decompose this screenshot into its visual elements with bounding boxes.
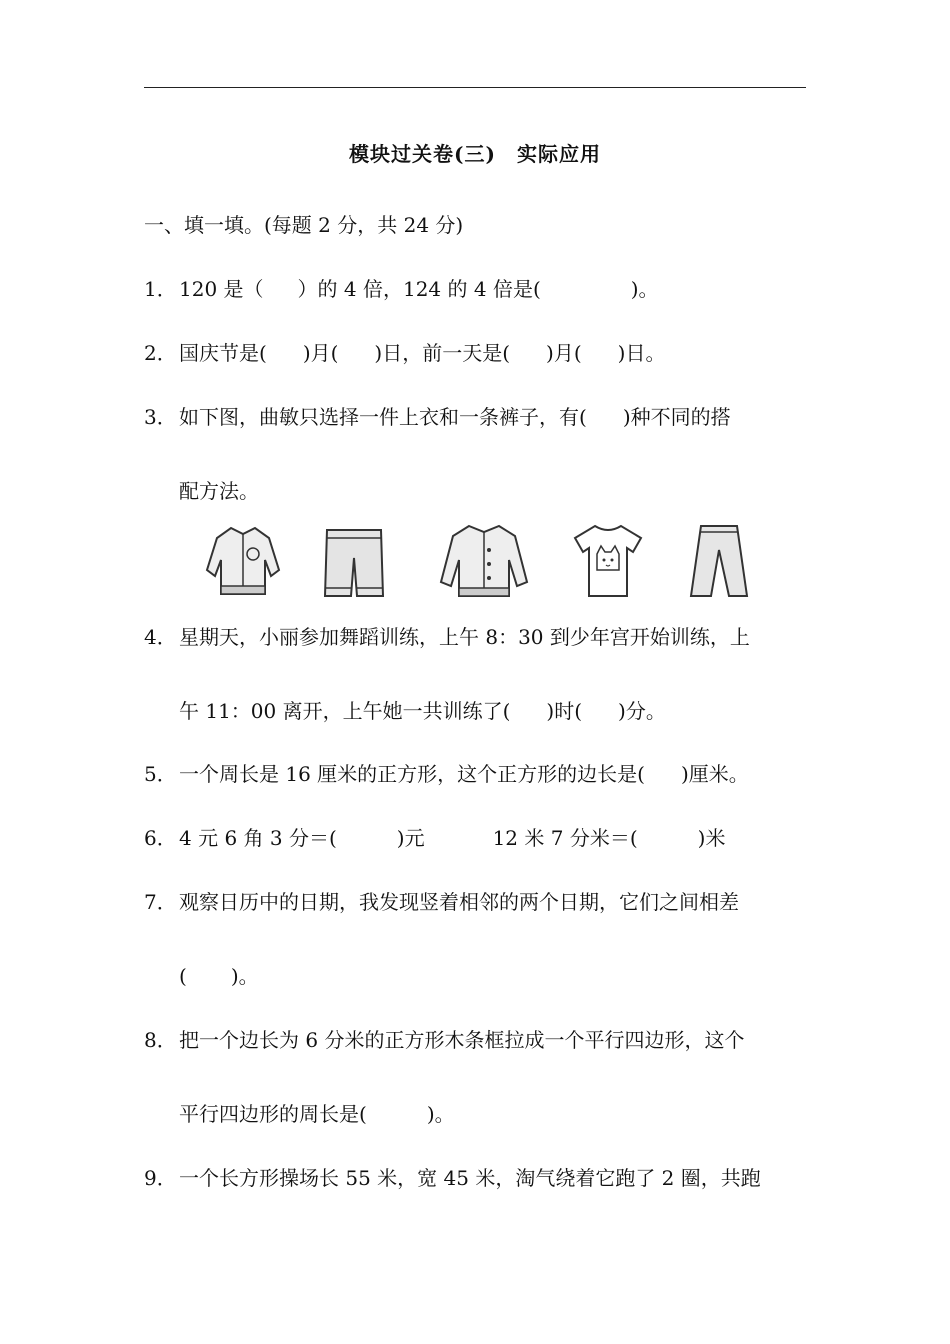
question-6: 6． 4 元 6 角 3 分＝( )元 12 米 7 分米＝( )米 bbox=[144, 826, 726, 850]
question-number: 6． bbox=[144, 826, 177, 850]
header-rule bbox=[144, 87, 806, 88]
question-3-continued: 配方法。 bbox=[179, 479, 259, 503]
question-number: 3． bbox=[144, 405, 177, 429]
trousers-icon bbox=[689, 520, 749, 600]
question-8-continued: 平行四边形的周长是( )。 bbox=[179, 1102, 455, 1126]
question-4: 4． 星期天，小丽参加舞蹈训练，上午 8：30 到少年宫开始训练，上 bbox=[144, 625, 750, 649]
question-number: 1． bbox=[144, 277, 177, 301]
question-8: 8． 把一个边长为 6 分米的正方形木条框拉成一个平行四边形，这个 bbox=[144, 1028, 745, 1052]
question-number: 2． bbox=[144, 341, 177, 365]
question-5: 5． 一个周长是 16 厘米的正方形，这个正方形的边长是( )厘米。 bbox=[144, 762, 749, 786]
clothing-figures bbox=[195, 520, 755, 602]
page-title: 模块过关卷(三) 实际应用 bbox=[349, 142, 601, 166]
tshirt-cat-icon bbox=[573, 520, 643, 600]
question-1: 1． 120 是（ ）的 4 倍，124 的 4 倍是( )。 bbox=[144, 277, 659, 301]
question-7: 7． 观察日历中的日期，我发现竖着相邻的两个日期，它们之间相差 bbox=[144, 890, 739, 914]
shorts-icon bbox=[321, 520, 387, 600]
question-2: 2． 国庆节是( )月( )日，前一天是( )月( )日。 bbox=[144, 341, 666, 365]
jacket-icon bbox=[203, 520, 283, 600]
coat-icon bbox=[439, 520, 529, 602]
question-number: 5． bbox=[144, 762, 177, 786]
question-number: 4． bbox=[144, 625, 177, 649]
section-heading: 一、填一填。(每题 2 分，共 24 分) bbox=[144, 213, 464, 237]
question-number: 7． bbox=[144, 890, 177, 914]
question-4-continued: 午 11：00 离开，上午她一共训练了( )时( )分。 bbox=[179, 699, 666, 723]
question-7-continued: ( )。 bbox=[179, 964, 259, 988]
question-number: 9． bbox=[144, 1166, 177, 1190]
question-3: 3． 如下图，曲敏只选择一件上衣和一条裤子，有( )种不同的搭 bbox=[144, 405, 731, 429]
question-number: 8． bbox=[144, 1028, 177, 1052]
question-9: 9． 一个长方形操场长 55 米，宽 45 米，淘气绕着它跑了 2 圈，共跑 bbox=[144, 1166, 761, 1190]
